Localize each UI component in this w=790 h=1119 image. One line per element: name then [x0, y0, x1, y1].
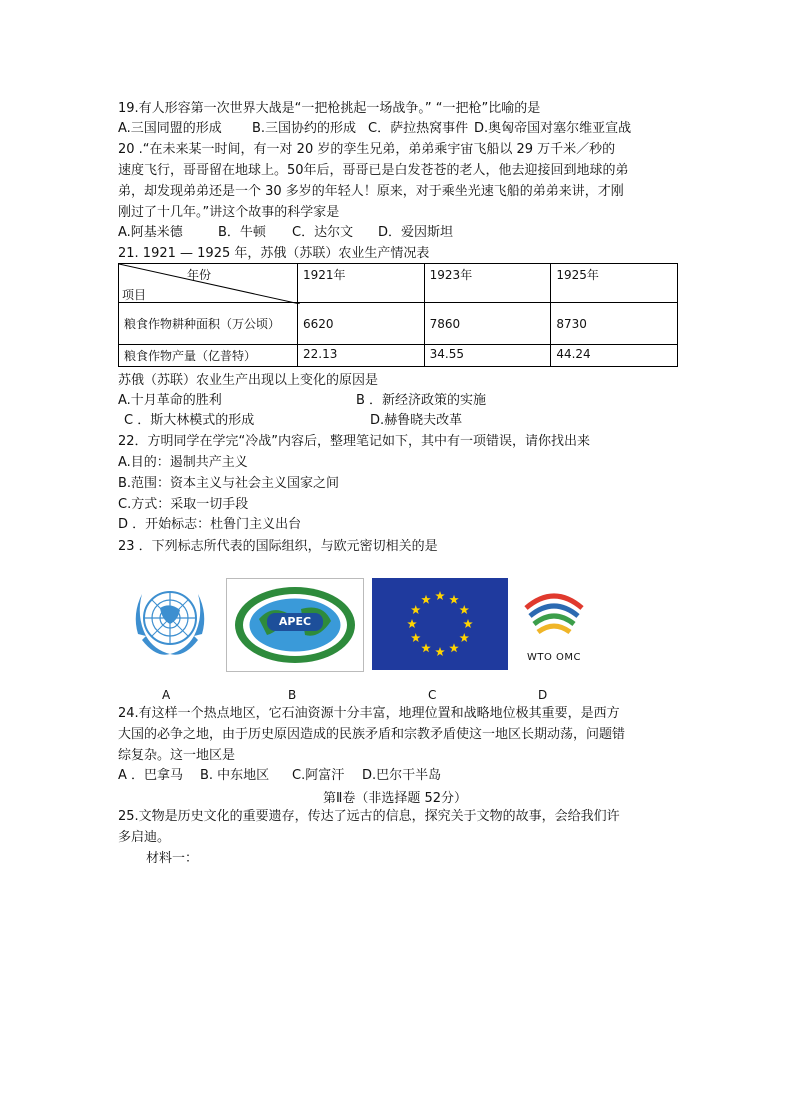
q20-option-c: C．达尔文 — [292, 225, 354, 240]
table-row — [119, 345, 678, 367]
q22-option-b: B.范围：资本主义与社会主义国家之间 — [118, 476, 340, 491]
q19-option-c: C．萨拉热窝事件 — [368, 121, 469, 136]
q25-material-label: 材料一： — [146, 851, 199, 866]
apec-logo — [226, 578, 364, 672]
q19-option-d: D.奥匈帝国对塞尔维亚宣战 — [474, 121, 632, 136]
row-label: 粮食作物耕种面积（万公顷） — [119, 303, 298, 345]
q24-line-3: 综复杂。这一地区是 — [118, 748, 236, 763]
eu-flag-icon — [372, 578, 508, 670]
wto-logo — [516, 578, 592, 670]
q22-option-d: D ．开始标志：杜鲁门主义出台 — [118, 517, 302, 532]
q22-stem: 22．方明同学在学完“冷战”内容后，整理笔记如下，其中有一项错误，请你找出来 — [118, 434, 591, 449]
q21-question: 苏俄（苏联）农业生产出现以上变化的原因是 — [118, 373, 379, 388]
q25-line-2: 多启迪。 — [118, 830, 171, 845]
q24-option-d: D.巴尔干半岛 — [362, 768, 442, 783]
q20-line-3: 弟，却发现弟弟还是一个 30 多岁的年轻人！原来，对于乘坐光速飞船的弟弟来讲，才刚 — [118, 184, 624, 199]
year-header: 1925年 — [551, 264, 678, 303]
q22-option-c: C.方式：采取一切手段 — [118, 497, 249, 512]
q20-line-1: 20 .“在未来某一时间，有一对 20 岁的孪生兄弟，弟弟乘宇宙飞船以 29 万千米／秒的 — [118, 142, 616, 157]
q21-option-d: D.赫鲁晓夫改革 — [370, 413, 463, 428]
table-header-row — [119, 264, 678, 303]
table-cell: 34.55 — [424, 345, 551, 367]
table-row — [119, 303, 678, 345]
q21-stem: 21. 1921 — 1925 年，苏俄（苏联）农业生产情况表 — [118, 246, 430, 261]
row-label: 粮食作物产量（亿普特） — [119, 345, 298, 367]
q19-option-b: B.三国协约的形成 — [252, 121, 357, 136]
q23-stem: 23 ．下列标志所代表的国际组织，与欧元密切相关的是 — [118, 539, 438, 554]
logo-caption-d: D — [538, 688, 548, 702]
q20-line-4: 刚过了十几年。”讲这个故事的科学家是 — [118, 205, 340, 220]
q24-option-c: C.阿富汗 — [292, 768, 345, 783]
wto-swirl-icon — [516, 578, 592, 648]
un-logo-icon — [124, 578, 216, 670]
q20-line-2: 速度飞行，哥哥留在地球上。50年后，哥哥已是白发苍苍的老人，他去迎接回到地球的弟 — [118, 163, 629, 178]
q22-option-a: A.目的：遏制共产主义 — [118, 455, 248, 470]
q21-option-a: A.十月革命的胜利 — [118, 393, 222, 408]
table-cell: 8730 — [551, 303, 678, 345]
table-corner-cell — [119, 264, 298, 303]
section-title: 第Ⅱ卷（非选择题 52分） — [322, 791, 468, 806]
logo-caption-a: A — [162, 688, 171, 702]
table-cell: 44.24 — [551, 345, 678, 367]
table-cell: 7860 — [424, 303, 551, 345]
q20-option-d: D．爱因斯坦 — [378, 225, 454, 240]
q24-option-a: A ．巴拿马 — [118, 768, 184, 783]
q24-line-1: 24.有这样一个热点地区，它石油资源十分丰富，地理位置和战略地位极其重要，是西方 — [118, 706, 620, 721]
q20-option-a: A.阿基米德 — [118, 225, 183, 240]
table-cell: 6620 — [298, 303, 425, 345]
apec-label: APEC — [267, 613, 323, 631]
q21-option-c: C ．斯大林模式的形成 — [124, 413, 255, 428]
q20-option-b: B．牛顿 — [218, 225, 266, 240]
table-cell: 22.13 — [298, 345, 425, 367]
q24-line-2: 大国的必争之地，由于历史原因造成的民族矛盾和宗教矛盾使这一地区长期动荡，问题错 — [118, 727, 626, 742]
wto-label: WTO OMC — [526, 652, 582, 663]
q21-option-b: B ．新经济政策的实施 — [356, 393, 487, 408]
q19-option-a: A.三国同盟的形成 — [118, 121, 222, 136]
q24-option-b: B. 中东地区 — [200, 768, 270, 783]
q19-stem: 19.有人形容第一次世界大战是“一把枪挑起一场战争。” “一把枪”比喻的是 — [118, 101, 541, 116]
year-header: 1923年 — [424, 264, 551, 303]
q25-line-1: 25.文物是历史文化的重要遗存，传达了远古的信息，探究关于文物的故事，会给我们许 — [118, 809, 620, 824]
corner-item-label: 项目 — [122, 288, 147, 302]
logo-caption-c: C — [428, 688, 437, 702]
year-header: 1921年 — [298, 264, 425, 303]
corner-year-label: 年份 — [187, 268, 212, 282]
agriculture-table — [118, 263, 678, 367]
logo-caption-b: B — [288, 688, 297, 702]
